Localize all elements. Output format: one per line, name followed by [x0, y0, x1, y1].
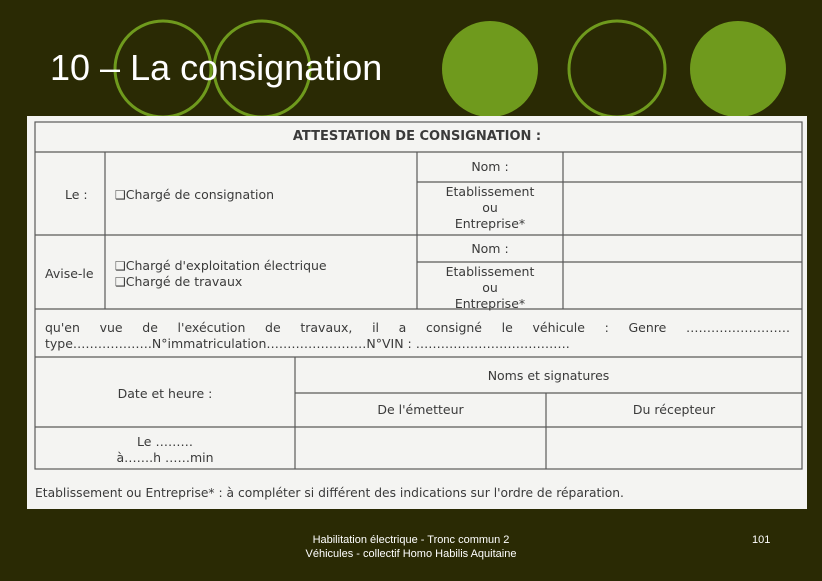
date-heure-label: Date et heure : — [117, 386, 213, 401]
page-number: 101 — [752, 534, 771, 546]
charge-exploitation-label: Chargé d'exploitation électrique — [125, 258, 327, 273]
etablissement-label-1: Etablissement — [445, 184, 535, 199]
le-label: Le : — [65, 187, 88, 202]
charge-travaux-option[interactable] — [115, 274, 242, 290]
checkbox-icon: ❑ — [115, 275, 126, 289]
consignation-form — [27, 116, 807, 509]
slide-footer — [300, 533, 522, 562]
le-date-field: Le ……… — [137, 434, 193, 449]
slide-title: 10 – La consignation — [50, 47, 383, 88]
form-heading: ATTESTATION DE CONSIGNATION : — [292, 129, 542, 144]
footnote: Etablissement ou Entreprise* : à compléter si différent des indications sur l'ordre de réparation. — [35, 486, 624, 500]
ou-label-1: ou — [482, 200, 498, 215]
nom-label-1: Nom : — [471, 159, 509, 174]
charge-consignation-label: Chargé de consignation — [125, 187, 275, 202]
noms-signatures-label: Noms et signatures — [487, 368, 610, 383]
vehicle-sentence-line-1: qu'en vue de l'exécution de travaux, il a consigné le véhicule : Genre ……………………. — [45, 320, 790, 335]
avise-label: Avise-le — [45, 266, 94, 281]
filled-circle-1 — [442, 21, 538, 117]
vehicle-sentence-line-2: type……………….N°immatriculation……………………N°VIN : ………………………………. — [45, 336, 570, 351]
charge-travaux-label: Chargé de travaux — [125, 274, 243, 289]
nom-label-2: Nom : — [471, 241, 509, 256]
checkbox-icon: ❑ — [115, 188, 126, 202]
charge-exploitation-option[interactable] — [115, 258, 327, 274]
charge-consignation-option[interactable] — [115, 187, 274, 203]
heure-field: à…….h ……min — [116, 450, 214, 465]
entreprise-label-1: Entreprise* — [454, 216, 526, 231]
etablissement-label-2: Etablissement — [445, 264, 535, 279]
recepteur-label: Du récepteur — [632, 402, 716, 417]
checkbox-icon: ❑ — [115, 259, 126, 273]
footer-line-2: Véhicules - collectif Homo Habilis Aquitaine — [305, 548, 517, 561]
filled-circle-2 — [690, 21, 786, 117]
ring-circle-3 — [569, 21, 665, 117]
recepteur-signature-box — [546, 434, 802, 464]
footer-line-1: Habilitation électrique - Tronc commun 2 — [312, 534, 510, 546]
entreprise-label-2: Entreprise* — [454, 296, 526, 311]
emetteur-signature-box — [295, 434, 546, 464]
ou-label-2: ou — [482, 280, 498, 295]
emetteur-label: De l'émetteur — [377, 402, 464, 417]
